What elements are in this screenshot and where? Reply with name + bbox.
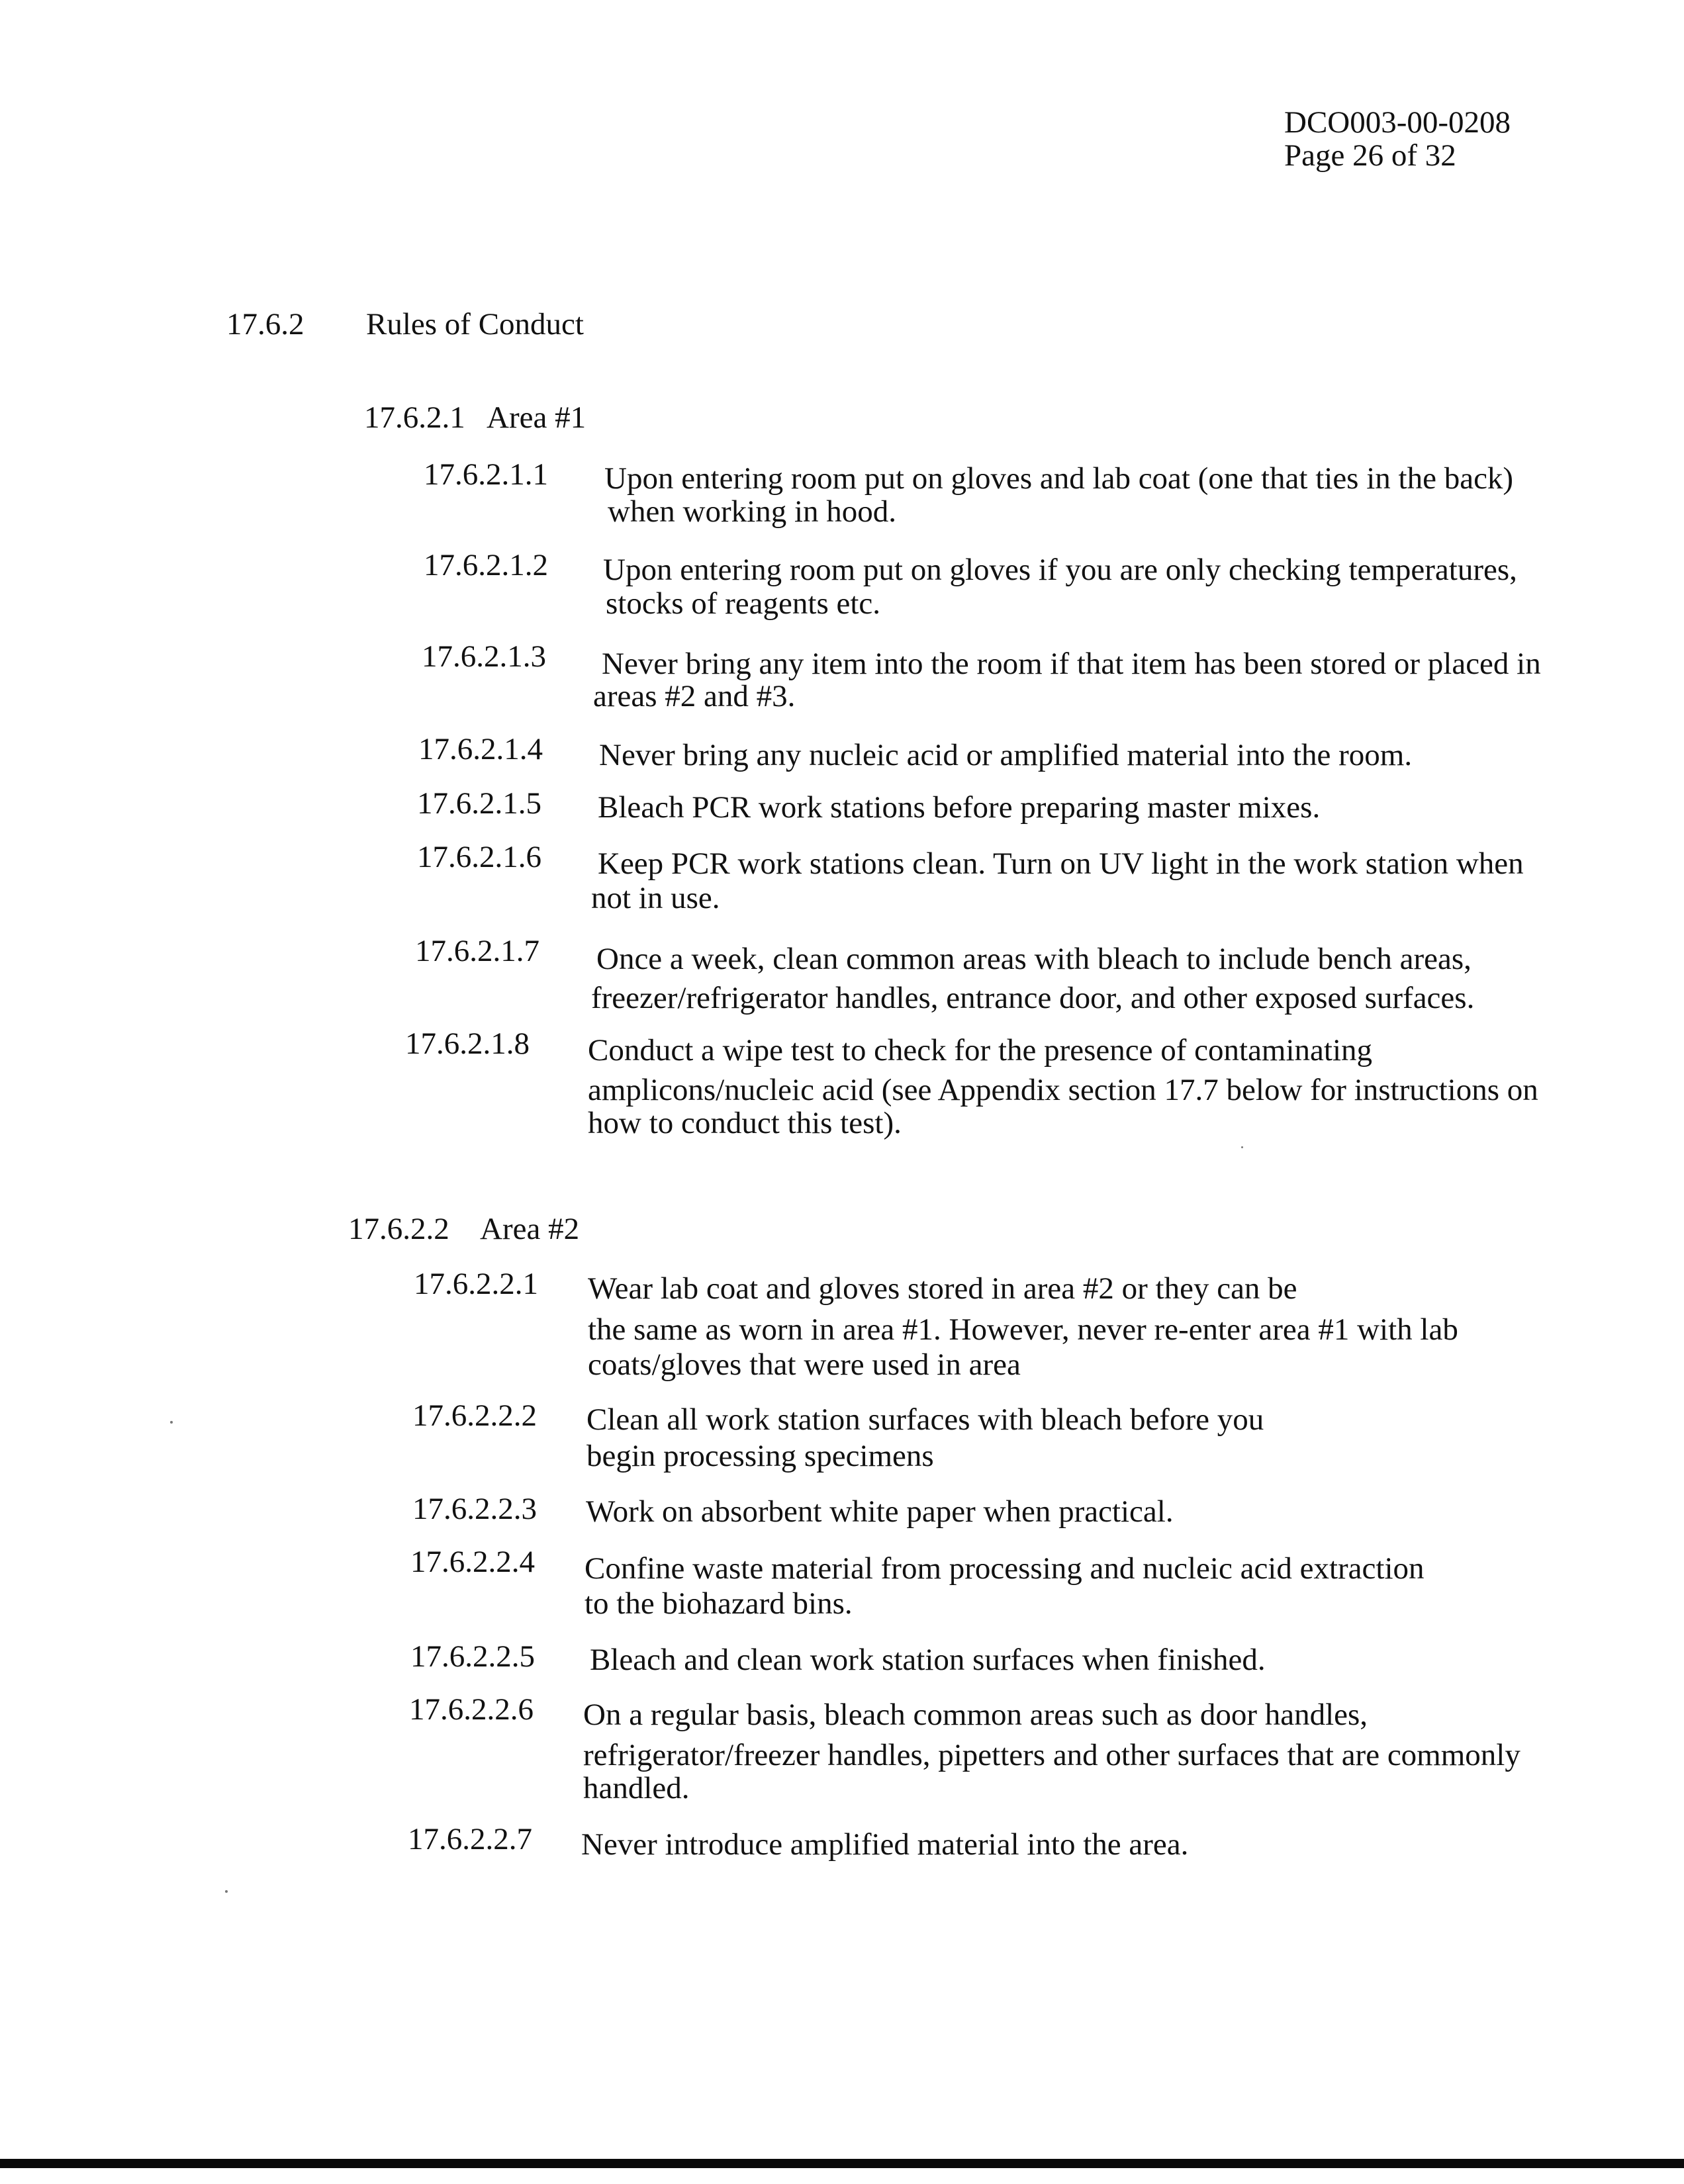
bottom-rule	[0, 2159, 1684, 2168]
item-number: 17.6.2.1.5	[417, 786, 541, 821]
area1-number: 17.6.2.1	[364, 400, 465, 435]
item-text-line: freezer/refrigerator handles, entrance door, and other exposed surfaces.	[591, 981, 1475, 1015]
item-number: 17.6.2.1.3	[422, 639, 546, 674]
item-text-line: refrigerator/freezer handles, pipetters and other surfaces that are commonly	[583, 1738, 1520, 1772]
area2-number: 17.6.2.2	[348, 1212, 449, 1246]
scan-speck	[1241, 1146, 1243, 1148]
item-text-line: Conduct a wipe test to check for the presence of contaminating	[588, 1033, 1373, 1068]
item-text-line: Wear lab coat and gloves stored in area #2 or they can be	[588, 1271, 1297, 1306]
item-text-line: On a regular basis, bleach common areas such as door handles,	[583, 1698, 1368, 1732]
item-number: 17.6.2.2.5	[410, 1639, 535, 1674]
item-number: 17.6.2.1.4	[418, 732, 543, 766]
item-number: 17.6.2.1.1	[424, 457, 548, 492]
item-text-line: coats/gloves that were used in area	[588, 1347, 1021, 1382]
item-number: 17.6.2.2.1	[414, 1267, 538, 1301]
item-text-line: areas #2 and #3.	[593, 679, 796, 713]
item-text-line: Clean all work station surfaces with bleach before you	[586, 1402, 1264, 1437]
item-text-line: when working in hood.	[608, 494, 897, 529]
item-text-line: Once a week, clean common areas with bleach to include bench areas,	[596, 942, 1472, 976]
item-text-line: Bleach and clean work station surfaces when finished.	[590, 1643, 1266, 1677]
document-id: DCO003-00-0208	[1284, 105, 1511, 140]
item-number: 17.6.2.1.7	[415, 934, 539, 968]
item-text-line: to the biohazard bins.	[585, 1586, 853, 1621]
area1-title: Area #1	[487, 400, 586, 435]
item-text-line: Upon entering room put on gloves and lab coat (one that ties in the back)	[604, 461, 1514, 496]
scan-speck	[170, 1421, 173, 1424]
item-text-line: Bleach PCR work stations before preparing master mixes.	[598, 790, 1321, 825]
item-number: 17.6.2.1.8	[405, 1026, 530, 1061]
item-text-line: handled.	[583, 1771, 690, 1805]
page-number: Page 26 of 32	[1284, 138, 1456, 173]
item-text-line: Work on absorbent white paper when practical.	[586, 1494, 1174, 1529]
item-number: 17.6.2.2.7	[408, 1822, 532, 1856]
item-text-line: Never bring any item into the room if that item has been stored or placed in	[602, 647, 1541, 681]
item-number: 17.6.2.1.6	[417, 840, 541, 874]
item-text-line: amplicons/nucleic acid (see Appendix section 17.7 below for instructions on	[588, 1073, 1538, 1107]
item-text-line: Never bring any nucleic acid or amplified material into the room.	[599, 738, 1413, 772]
item-number: 17.6.2.2.2	[412, 1398, 537, 1433]
scan-speck	[225, 1890, 228, 1893]
item-text-line: how to conduct this test).	[588, 1106, 902, 1140]
section-number: 17.6.2	[226, 307, 304, 341]
item-number: 17.6.2.2.6	[409, 1692, 534, 1727]
item-text-line: the same as worn in area #1. However, never re-enter area #1 with lab	[588, 1312, 1458, 1347]
item-number: 17.6.2.1.2	[424, 548, 548, 582]
item-text-line: Never introduce amplified material into the area.	[581, 1827, 1189, 1862]
item-number: 17.6.2.2.4	[410, 1545, 535, 1579]
item-text-line: stocks of reagents etc.	[606, 586, 881, 621]
item-number: 17.6.2.2.3	[412, 1492, 537, 1526]
item-text-line: not in use.	[591, 881, 720, 915]
item-text-line: Keep PCR work stations clean. Turn on UV light in the work station when	[598, 846, 1524, 881]
item-text-line: Confine waste material from processing and nucleic acid extraction	[585, 1551, 1425, 1586]
section-title: Rules of Conduct	[366, 307, 584, 341]
item-text-line: Upon entering room put on gloves if you are only checking temperatures,	[603, 553, 1517, 587]
item-text-line: begin processing specimens	[586, 1439, 934, 1473]
area2-title: Area #2	[480, 1212, 580, 1246]
